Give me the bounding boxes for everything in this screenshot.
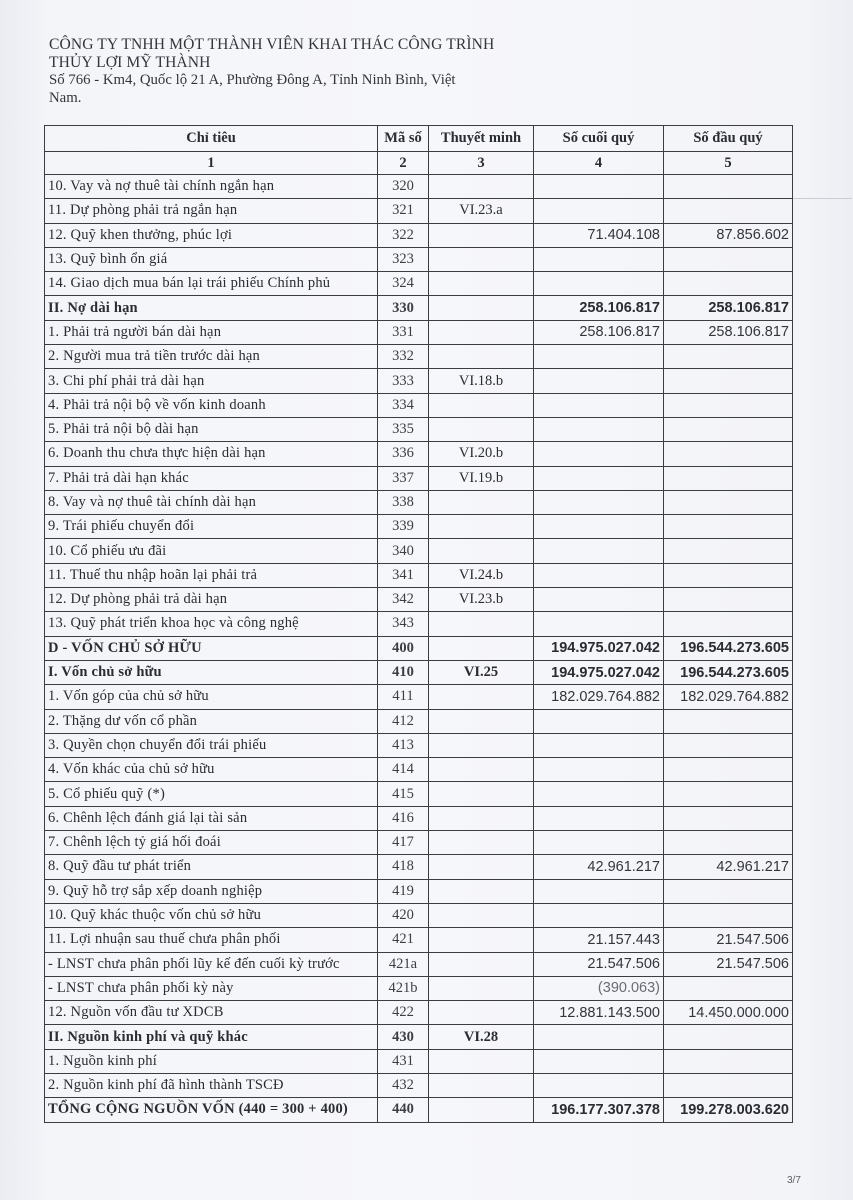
row-end-of-quarter-value — [534, 831, 664, 855]
row-label: 11. Thuế thu nhập hoãn lại phải trả — [45, 563, 378, 587]
row-code: 430 — [378, 1025, 429, 1049]
row-code: 410 — [378, 660, 429, 684]
table-row — [45, 393, 793, 417]
row-note — [429, 175, 534, 199]
row-end-of-quarter-value — [534, 369, 664, 393]
row-end-of-quarter-value — [534, 466, 664, 490]
row-label: 2. Người mua trả tiền trước dài hạn — [45, 345, 378, 369]
row-note: VI.23.a — [429, 199, 534, 223]
row-beginning-of-quarter-value: 258.106.817 — [664, 296, 793, 320]
row-note — [429, 952, 534, 976]
row-label: D - VỐN CHỦ SỞ HỮU — [45, 636, 378, 660]
row-note — [429, 806, 534, 830]
row-beginning-of-quarter-value — [664, 515, 793, 539]
table-row — [45, 952, 793, 976]
row-note: VI.23.b — [429, 588, 534, 612]
row-end-of-quarter-value: 21.157.443 — [534, 928, 664, 952]
row-note — [429, 733, 534, 757]
row-beginning-of-quarter-value — [664, 758, 793, 782]
table-row — [45, 1001, 793, 1025]
table-row — [45, 588, 793, 612]
table-row — [45, 442, 793, 466]
row-end-of-quarter-value — [534, 199, 664, 223]
row-note — [429, 296, 534, 320]
row-code: 340 — [378, 539, 429, 563]
row-code: 414 — [378, 758, 429, 782]
row-beginning-of-quarter-value: 87.856.602 — [664, 223, 793, 247]
column-number: 3 — [429, 152, 534, 175]
row-note — [429, 612, 534, 636]
row-label: 12. Nguồn vốn đầu tư XDCB — [45, 1001, 378, 1025]
row-beginning-of-quarter-value: 196.544.273.605 — [664, 636, 793, 660]
row-note — [429, 1049, 534, 1073]
row-code: 420 — [378, 903, 429, 927]
row-end-of-quarter-value — [534, 588, 664, 612]
table-row — [45, 490, 793, 514]
column-header-code: Mã số — [378, 126, 429, 152]
row-label: 2. Nguồn kinh phí đã hình thành TSCĐ — [45, 1073, 378, 1097]
row-note: VI.19.b — [429, 466, 534, 490]
row-code: 339 — [378, 515, 429, 539]
row-note: VI.28 — [429, 1025, 534, 1049]
row-label: 1. Nguồn kinh phí — [45, 1049, 378, 1073]
row-beginning-of-quarter-value — [664, 490, 793, 514]
row-end-of-quarter-value — [534, 709, 664, 733]
row-note — [429, 855, 534, 879]
row-label: 10. Quỹ khác thuộc vốn chủ sở hữu — [45, 903, 378, 927]
row-beginning-of-quarter-value — [664, 393, 793, 417]
table-row — [45, 199, 793, 223]
column-header-beginning-of-quarter: Số đầu quý — [664, 126, 793, 152]
row-beginning-of-quarter-value — [664, 903, 793, 927]
row-label: 8. Quỹ đầu tư phát triển — [45, 855, 378, 879]
row-beginning-of-quarter-value: 21.547.506 — [664, 952, 793, 976]
row-label: 4. Vốn khác của chủ sở hữu — [45, 758, 378, 782]
row-end-of-quarter-value — [534, 563, 664, 587]
row-code: 412 — [378, 709, 429, 733]
row-beginning-of-quarter-value — [664, 976, 793, 1000]
row-code: 432 — [378, 1073, 429, 1097]
row-code: 322 — [378, 223, 429, 247]
row-code: 419 — [378, 879, 429, 903]
row-note — [429, 976, 534, 1000]
column-number: 1 — [45, 152, 378, 175]
row-label: I. Vốn chủ sở hữu — [45, 660, 378, 684]
row-code: 342 — [378, 588, 429, 612]
row-code: 323 — [378, 247, 429, 271]
table-row — [45, 345, 793, 369]
row-note — [429, 831, 534, 855]
row-beginning-of-quarter-value — [664, 466, 793, 490]
row-label: II. Nợ dài hạn — [45, 296, 378, 320]
row-end-of-quarter-value — [534, 515, 664, 539]
row-label: 10. Vay và nợ thuê tài chính ngắn hạn — [45, 175, 378, 199]
row-code: 330 — [378, 296, 429, 320]
row-end-of-quarter-value — [534, 806, 664, 830]
table-row — [45, 831, 793, 855]
table-header-row — [45, 126, 793, 152]
company-address-line-1: Số 766 - Km4, Quốc lộ 21 A, Phường Đông A, Tỉnh Ninh Bình, Việt — [49, 72, 456, 88]
row-beginning-of-quarter-value — [664, 442, 793, 466]
row-end-of-quarter-value: 42.961.217 — [534, 855, 664, 879]
table-row — [45, 1049, 793, 1073]
row-end-of-quarter-value — [534, 393, 664, 417]
row-beginning-of-quarter-value — [664, 369, 793, 393]
row-code: 416 — [378, 806, 429, 830]
row-label: TỔNG CỘNG NGUỒN VỐN (440 = 300 + 400) — [45, 1098, 378, 1122]
row-beginning-of-quarter-value — [664, 831, 793, 855]
row-beginning-of-quarter-value — [664, 272, 793, 296]
row-note — [429, 417, 534, 441]
row-code: 411 — [378, 685, 429, 709]
row-beginning-of-quarter-value — [664, 733, 793, 757]
table-row — [45, 247, 793, 271]
row-note — [429, 758, 534, 782]
row-note — [429, 782, 534, 806]
table-row — [45, 855, 793, 879]
row-end-of-quarter-value — [534, 175, 664, 199]
row-note — [429, 903, 534, 927]
row-end-of-quarter-value — [534, 1025, 664, 1049]
column-header-indicator: Chỉ tiêu — [45, 126, 378, 152]
row-end-of-quarter-value — [534, 539, 664, 563]
table-row — [45, 1025, 793, 1049]
row-label: 12. Quỹ khen thưởng, phúc lợi — [45, 223, 378, 247]
row-note — [429, 636, 534, 660]
row-code: 324 — [378, 272, 429, 296]
row-label: 9. Quỹ hỗ trợ sắp xếp doanh nghiệp — [45, 879, 378, 903]
table-row — [45, 563, 793, 587]
company-name-line-2: THỦY LỢI MỸ THÀNH — [49, 53, 211, 71]
row-label: 3. Quyền chọn chuyển đổi trái phiếu — [45, 733, 378, 757]
row-label: 6. Chênh lệch đánh giá lại tài sản — [45, 806, 378, 830]
row-note — [429, 490, 534, 514]
row-code: 335 — [378, 417, 429, 441]
row-note — [429, 223, 534, 247]
row-note — [429, 685, 534, 709]
company-address — [49, 72, 529, 107]
row-label: 3. Chi phí phải trả dài hạn — [45, 369, 378, 393]
page-number: 3/7 — [787, 1175, 801, 1186]
row-note — [429, 393, 534, 417]
row-note — [429, 1001, 534, 1025]
row-beginning-of-quarter-value — [664, 1025, 793, 1049]
row-note — [429, 247, 534, 271]
row-end-of-quarter-value — [534, 1049, 664, 1073]
row-code: 422 — [378, 1001, 429, 1025]
row-beginning-of-quarter-value: 199.278.003.620 — [664, 1098, 793, 1122]
row-beginning-of-quarter-value — [664, 345, 793, 369]
scan-artifact-line — [792, 198, 852, 199]
row-note — [429, 928, 534, 952]
table-row — [45, 612, 793, 636]
row-end-of-quarter-value: 258.106.817 — [534, 320, 664, 344]
row-end-of-quarter-value: 194.975.027.042 — [534, 636, 664, 660]
column-number: 2 — [378, 152, 429, 175]
row-code: 334 — [378, 393, 429, 417]
row-end-of-quarter-value: (390.063) — [534, 976, 664, 1000]
column-number-row — [45, 152, 793, 175]
column-header-end-of-quarter: Số cuối quý — [534, 126, 664, 152]
table-row — [45, 1098, 793, 1122]
row-end-of-quarter-value — [534, 782, 664, 806]
row-label: 12. Dự phòng phải trả dài hạn — [45, 588, 378, 612]
row-label: 5. Phải trả nội bộ dài hạn — [45, 417, 378, 441]
row-code: 337 — [378, 466, 429, 490]
row-beginning-of-quarter-value — [664, 782, 793, 806]
row-code: 333 — [378, 369, 429, 393]
row-code: 341 — [378, 563, 429, 587]
table-body — [45, 175, 793, 1123]
row-code: 336 — [378, 442, 429, 466]
row-end-of-quarter-value: 196.177.307.378 — [534, 1098, 664, 1122]
row-label: 6. Doanh thu chưa thực hiện dài hạn — [45, 442, 378, 466]
table-row — [45, 976, 793, 1000]
row-end-of-quarter-value: 21.547.506 — [534, 952, 664, 976]
row-end-of-quarter-value — [534, 612, 664, 636]
row-beginning-of-quarter-value — [664, 806, 793, 830]
row-label: 7. Chênh lệch tỷ giá hối đoái — [45, 831, 378, 855]
row-end-of-quarter-value — [534, 1073, 664, 1097]
table-row — [45, 175, 793, 199]
row-code: 338 — [378, 490, 429, 514]
row-note — [429, 345, 534, 369]
table-row — [45, 806, 793, 830]
row-note — [429, 879, 534, 903]
row-note — [429, 539, 534, 563]
row-code: 332 — [378, 345, 429, 369]
row-end-of-quarter-value — [534, 758, 664, 782]
table-row — [45, 417, 793, 441]
row-label: 10. Cổ phiếu ưu đãi — [45, 539, 378, 563]
row-label: II. Nguồn kinh phí và quỹ khác — [45, 1025, 378, 1049]
row-end-of-quarter-value: 182.029.764.882 — [534, 685, 664, 709]
row-end-of-quarter-value: 12.881.143.500 — [534, 1001, 664, 1025]
table-row — [45, 660, 793, 684]
row-label: - LNST chưa phân phối kỳ này — [45, 976, 378, 1000]
row-label: 7. Phải trả dài hạn khác — [45, 466, 378, 490]
row-label: 11. Lợi nhuận sau thuế chưa phân phối — [45, 928, 378, 952]
row-label: 8. Vay và nợ thuê tài chính dài hạn — [45, 490, 378, 514]
table-row — [45, 1073, 793, 1097]
row-code: 331 — [378, 320, 429, 344]
row-label: - LNST chưa phân phối lũy kế đến cuối kỳ trước — [45, 952, 378, 976]
row-label: 5. Cổ phiếu quỹ (*) — [45, 782, 378, 806]
row-beginning-of-quarter-value: 42.961.217 — [664, 855, 793, 879]
row-note — [429, 320, 534, 344]
table-row — [45, 685, 793, 709]
row-beginning-of-quarter-value — [664, 417, 793, 441]
row-beginning-of-quarter-value — [664, 539, 793, 563]
company-address-line-2: Nam. — [49, 89, 82, 106]
row-end-of-quarter-value: 71.404.108 — [534, 223, 664, 247]
row-label: 13. Quỹ phát triển khoa học và công nghệ — [45, 612, 378, 636]
row-end-of-quarter-value — [534, 442, 664, 466]
row-code: 321 — [378, 199, 429, 223]
table-row — [45, 223, 793, 247]
row-note — [429, 272, 534, 296]
row-beginning-of-quarter-value — [664, 588, 793, 612]
row-note: VI.25 — [429, 660, 534, 684]
table-row — [45, 296, 793, 320]
row-label: 11. Dự phòng phải trả ngắn hạn — [45, 199, 378, 223]
table-row — [45, 636, 793, 660]
row-note — [429, 1073, 534, 1097]
row-end-of-quarter-value — [534, 733, 664, 757]
row-code: 415 — [378, 782, 429, 806]
row-beginning-of-quarter-value: 14.450.000.000 — [664, 1001, 793, 1025]
column-number: 4 — [534, 152, 664, 175]
table-row — [45, 758, 793, 782]
row-beginning-of-quarter-value — [664, 612, 793, 636]
row-label: 9. Trái phiếu chuyển đổi — [45, 515, 378, 539]
row-end-of-quarter-value — [534, 903, 664, 927]
row-note: VI.18.b — [429, 369, 534, 393]
table-row — [45, 782, 793, 806]
document-header — [49, 36, 529, 107]
row-beginning-of-quarter-value: 258.106.817 — [664, 320, 793, 344]
row-beginning-of-quarter-value — [664, 879, 793, 903]
row-code: 400 — [378, 636, 429, 660]
row-label: 2. Thặng dư vốn cổ phần — [45, 709, 378, 733]
row-beginning-of-quarter-value — [664, 199, 793, 223]
row-label: 1. Vốn góp của chủ sở hữu — [45, 685, 378, 709]
row-end-of-quarter-value — [534, 490, 664, 514]
row-note: VI.20.b — [429, 442, 534, 466]
row-code: 417 — [378, 831, 429, 855]
row-beginning-of-quarter-value: 196.544.273.605 — [664, 660, 793, 684]
row-end-of-quarter-value — [534, 272, 664, 296]
table-row — [45, 879, 793, 903]
row-note: VI.24.b — [429, 563, 534, 587]
table-row — [45, 515, 793, 539]
row-code: 421 — [378, 928, 429, 952]
row-code: 413 — [378, 733, 429, 757]
table-row — [45, 903, 793, 927]
row-end-of-quarter-value — [534, 247, 664, 271]
table-row — [45, 466, 793, 490]
row-note — [429, 709, 534, 733]
company-name-line-1: CÔNG TY TNHH MỘT THÀNH VIÊN KHAI THÁC CÔNG TRÌNH — [49, 36, 495, 53]
table-row — [45, 272, 793, 296]
row-note — [429, 1098, 534, 1122]
row-beginning-of-quarter-value — [664, 175, 793, 199]
row-code: 421a — [378, 952, 429, 976]
row-code: 320 — [378, 175, 429, 199]
row-beginning-of-quarter-value — [664, 1049, 793, 1073]
table-row — [45, 320, 793, 344]
row-end-of-quarter-value — [534, 345, 664, 369]
row-label: 4. Phải trả nội bộ về vốn kinh doanh — [45, 393, 378, 417]
table-row — [45, 928, 793, 952]
row-beginning-of-quarter-value — [664, 247, 793, 271]
row-label: 14. Giao dịch mua bán lại trái phiếu Chính phủ — [45, 272, 378, 296]
row-code: 418 — [378, 855, 429, 879]
balance-sheet-table — [44, 125, 793, 1123]
table-row — [45, 369, 793, 393]
row-beginning-of-quarter-value: 182.029.764.882 — [664, 685, 793, 709]
row-note — [429, 515, 534, 539]
row-beginning-of-quarter-value — [664, 563, 793, 587]
row-beginning-of-quarter-value: 21.547.506 — [664, 928, 793, 952]
row-code: 431 — [378, 1049, 429, 1073]
table-row — [45, 733, 793, 757]
row-end-of-quarter-value: 258.106.817 — [534, 296, 664, 320]
company-name — [49, 36, 529, 71]
table-row — [45, 539, 793, 563]
row-beginning-of-quarter-value — [664, 1073, 793, 1097]
table-row — [45, 709, 793, 733]
row-code: 343 — [378, 612, 429, 636]
row-label: 1. Phải trả người bán dài hạn — [45, 320, 378, 344]
row-code: 440 — [378, 1098, 429, 1122]
row-end-of-quarter-value — [534, 417, 664, 441]
row-code: 421b — [378, 976, 429, 1000]
row-end-of-quarter-value — [534, 879, 664, 903]
row-end-of-quarter-value: 194.975.027.042 — [534, 660, 664, 684]
column-number: 5 — [664, 152, 793, 175]
row-beginning-of-quarter-value — [664, 709, 793, 733]
column-header-note: Thuyết minh — [429, 126, 534, 152]
row-label: 13. Quỹ bình ổn giá — [45, 247, 378, 271]
